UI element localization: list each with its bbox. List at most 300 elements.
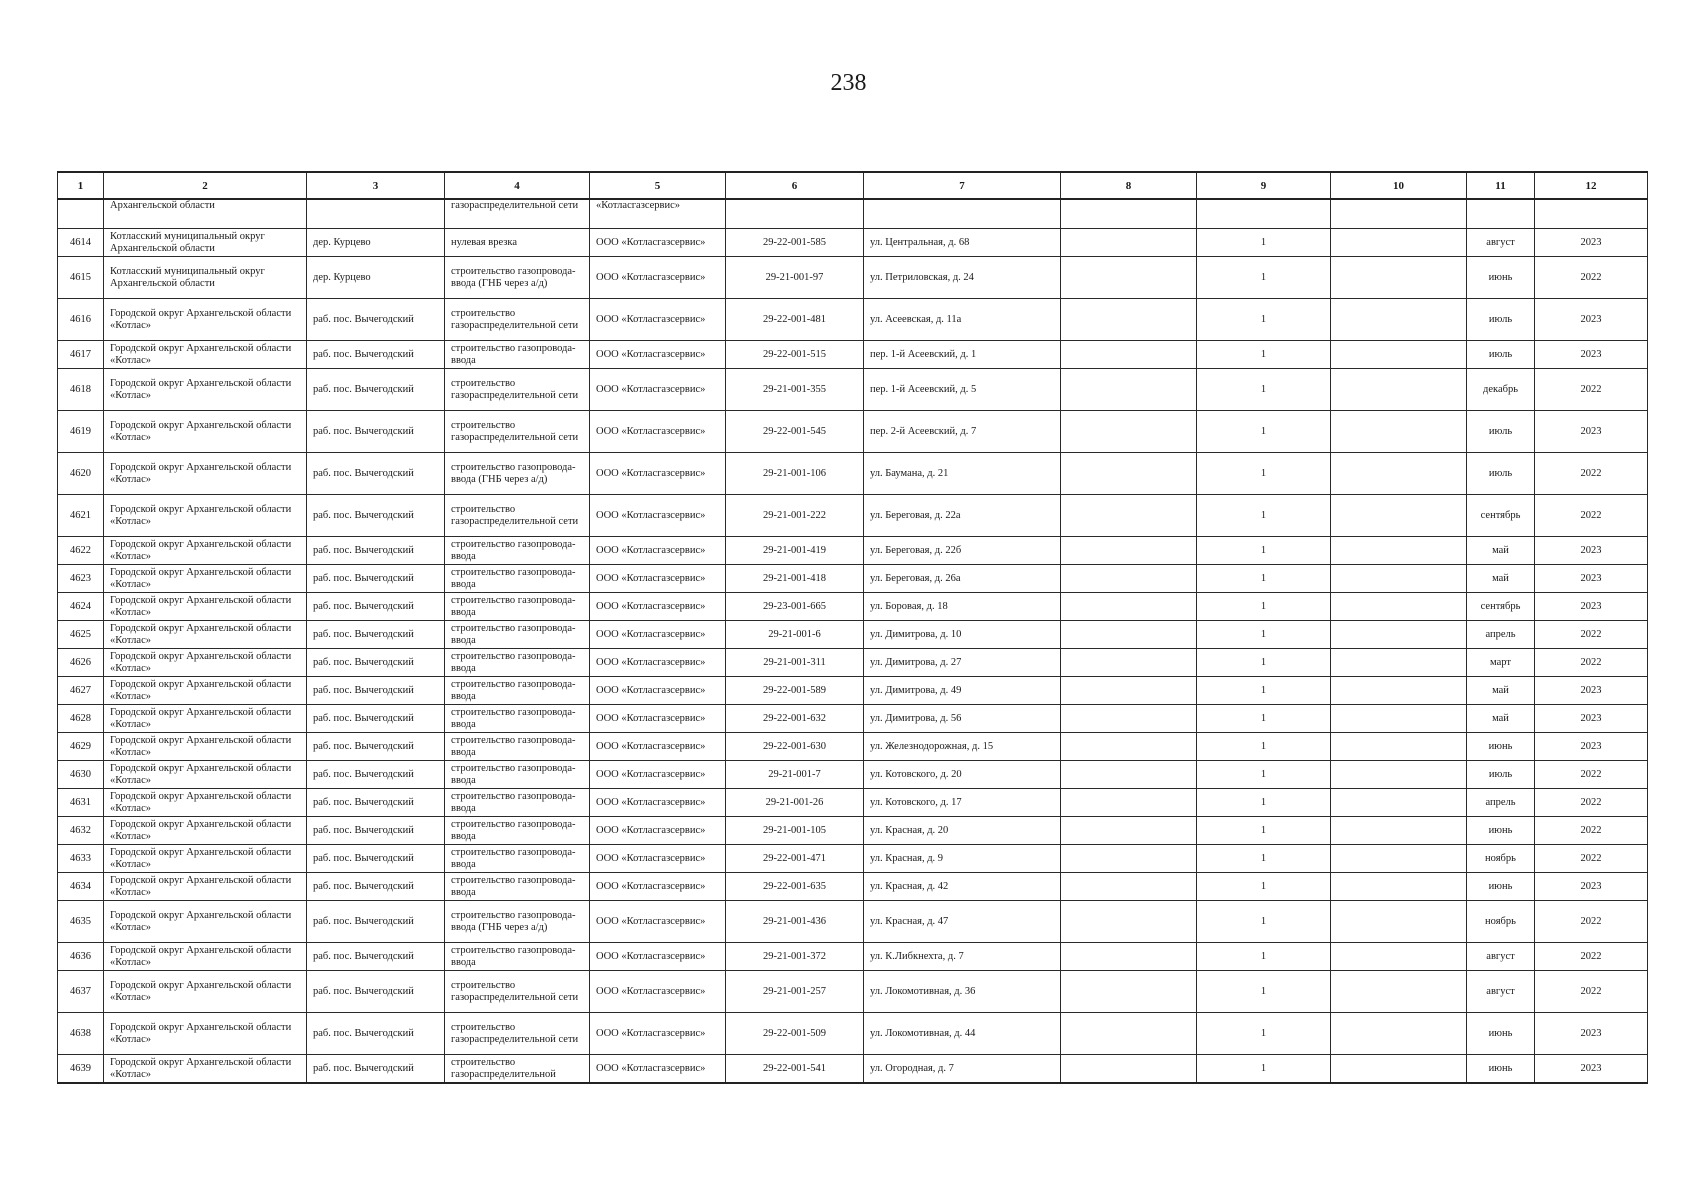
cell-organization: ООО «Котласгазсервис» xyxy=(590,229,726,257)
cell-organization: ООО «Котласгазсервис» xyxy=(590,299,726,341)
cell-work-type: строительство газопровода-ввода xyxy=(445,341,590,369)
cell-object-code: 29-21-001-6 xyxy=(726,621,864,649)
cell-col10 xyxy=(1331,299,1467,341)
cell-object-code: 29-21-001-418 xyxy=(726,565,864,593)
cell-col8 xyxy=(1061,817,1197,845)
cell-col8 xyxy=(1061,1055,1197,1084)
cell-work-type: строительство газопровода-ввода xyxy=(445,593,590,621)
cell-month xyxy=(1467,199,1535,229)
cell-locality: раб. пос. Вычегодский xyxy=(307,1013,445,1055)
table-row xyxy=(58,593,1648,621)
cell-year: 2023 xyxy=(1535,229,1648,257)
cell-number: 4615 xyxy=(58,257,104,299)
cell-year: 2023 xyxy=(1535,299,1648,341)
cell-municipality: Городской округ Архангельской области «Котлас» xyxy=(104,593,307,621)
cell-col9: 1 xyxy=(1197,537,1331,565)
cell-col9: 1 xyxy=(1197,761,1331,789)
cell-municipality: Городской округ Архангельской области «Котлас» xyxy=(104,901,307,943)
column-header: 12 xyxy=(1535,172,1648,199)
cell-col9: 1 xyxy=(1197,495,1331,537)
column-header: 1 xyxy=(58,172,104,199)
cell-month: ноябрь xyxy=(1467,845,1535,873)
cell-col9: 1 xyxy=(1197,341,1331,369)
cell-locality: раб. пос. Вычегодский xyxy=(307,411,445,453)
table-row xyxy=(58,299,1648,341)
table-row xyxy=(58,873,1648,901)
cell-col9: 1 xyxy=(1197,901,1331,943)
cell-object-code: 29-21-001-257 xyxy=(726,971,864,1013)
cell-locality: дер. Курцево xyxy=(307,257,445,299)
column-header: 5 xyxy=(590,172,726,199)
cell-number: 4633 xyxy=(58,845,104,873)
cell-month: август xyxy=(1467,971,1535,1013)
cell-col10 xyxy=(1331,621,1467,649)
page-number: 238 xyxy=(830,70,867,96)
table-row xyxy=(58,537,1648,565)
table-row xyxy=(58,901,1648,943)
cell-work-type: строительство газораспределительной сети xyxy=(445,369,590,411)
cell-number: 4628 xyxy=(58,705,104,733)
cell-locality: раб. пос. Вычегодский xyxy=(307,761,445,789)
cell-month: декабрь xyxy=(1467,369,1535,411)
column-header: 8 xyxy=(1061,172,1197,199)
cell-month: июль xyxy=(1467,299,1535,341)
cell-col8 xyxy=(1061,411,1197,453)
cell-locality: раб. пос. Вычегодский xyxy=(307,1055,445,1084)
cell-municipality: Городской округ Архангельской области «Котлас» xyxy=(104,943,307,971)
cell-col8 xyxy=(1061,649,1197,677)
cell-municipality: Городской округ Архангельской области «Котлас» xyxy=(104,1013,307,1055)
cell-address: ул. Береговая, д. 26а xyxy=(864,565,1061,593)
cell-col9: 1 xyxy=(1197,817,1331,845)
cell-address: ул. Боровая, д. 18 xyxy=(864,593,1061,621)
cell-month: сентябрь xyxy=(1467,495,1535,537)
cell-col8 xyxy=(1061,299,1197,341)
column-header: 10 xyxy=(1331,172,1467,199)
cell-col10 xyxy=(1331,971,1467,1013)
cell-address: ул. Локомотивная, д. 36 xyxy=(864,971,1061,1013)
cell-year: 2023 xyxy=(1535,593,1648,621)
cell-month: июль xyxy=(1467,761,1535,789)
cell-work-type: строительство газораспределительной сети xyxy=(445,1013,590,1055)
cell-month: май xyxy=(1467,537,1535,565)
cell-year: 2022 xyxy=(1535,621,1648,649)
cell-organization: ООО «Котласгазсервис» xyxy=(590,495,726,537)
table-row xyxy=(58,369,1648,411)
cell-locality: раб. пос. Вычегодский xyxy=(307,971,445,1013)
cell-month: июнь xyxy=(1467,1013,1535,1055)
cell-locality: раб. пос. Вычегодский xyxy=(307,789,445,817)
cell-object-code: 29-22-001-481 xyxy=(726,299,864,341)
cell-organization: ООО «Котласгазсервис» xyxy=(590,971,726,1013)
column-header: 9 xyxy=(1197,172,1331,199)
cell-col10 xyxy=(1331,649,1467,677)
cell-month: июнь xyxy=(1467,817,1535,845)
cell-work-type: строительство газораспределительной сети xyxy=(445,495,590,537)
cell-municipality: Городской округ Архангельской области «Котлас» xyxy=(104,299,307,341)
cell-col9: 1 xyxy=(1197,649,1331,677)
cell-organization: ООО «Котласгазсервис» xyxy=(590,677,726,705)
cell-col10 xyxy=(1331,789,1467,817)
cell-number: 4630 xyxy=(58,761,104,789)
cell-col10 xyxy=(1331,761,1467,789)
cell-locality: раб. пос. Вычегодский xyxy=(307,705,445,733)
cell-col8 xyxy=(1061,943,1197,971)
cell-address: пер. 1-й Асеевский, д. 5 xyxy=(864,369,1061,411)
cell-work-type: строительство газопровода-ввода xyxy=(445,817,590,845)
cell-col8 xyxy=(1061,705,1197,733)
table-row xyxy=(58,1013,1648,1055)
cell-municipality: Городской округ Архангельской области «Котлас» xyxy=(104,971,307,1013)
cell-year: 2023 xyxy=(1535,677,1648,705)
cell-organization: ООО «Котласгазсервис» xyxy=(590,761,726,789)
cell-organization: ООО «Котласгазсервис» xyxy=(590,369,726,411)
cell-organization: ООО «Котласгазсервис» xyxy=(590,411,726,453)
cell-col8 xyxy=(1061,733,1197,761)
cell-col9: 1 xyxy=(1197,453,1331,495)
cell-locality: дер. Курцево xyxy=(307,229,445,257)
cell-number: 4635 xyxy=(58,901,104,943)
cell-number xyxy=(58,199,104,229)
cell-col8 xyxy=(1061,677,1197,705)
cell-locality: раб. пос. Вычегодский xyxy=(307,537,445,565)
cell-number: 4639 xyxy=(58,1055,104,1084)
cell-month: май xyxy=(1467,677,1535,705)
cell-municipality: Городской округ Архангельской области «Котлас» xyxy=(104,1055,307,1084)
cell-municipality: Городской округ Архангельской области «Котлас» xyxy=(104,789,307,817)
cell-col8 xyxy=(1061,845,1197,873)
cell-object-code: 29-22-001-509 xyxy=(726,1013,864,1055)
cell-municipality: Городской округ Архангельской области «Котлас» xyxy=(104,565,307,593)
cell-work-type: строительство газопровода-ввода xyxy=(445,845,590,873)
cell-object-code: 29-21-001-105 xyxy=(726,817,864,845)
cell-locality: раб. пос. Вычегодский xyxy=(307,873,445,901)
cell-address: ул. Береговая, д. 22б xyxy=(864,537,1061,565)
cell-month: июнь xyxy=(1467,257,1535,299)
cell-col9: 1 xyxy=(1197,1013,1331,1055)
cell-locality: раб. пос. Вычегодский xyxy=(307,943,445,971)
cell-address: ул. Петриловская, д. 24 xyxy=(864,257,1061,299)
cell-col10 xyxy=(1331,873,1467,901)
cell-work-type: строительство газопровода-ввода xyxy=(445,677,590,705)
cell-col8 xyxy=(1061,761,1197,789)
cell-address: ул. Димитрова, д. 49 xyxy=(864,677,1061,705)
table-row xyxy=(58,789,1648,817)
cell-municipality: Городской округ Архангельской области «Котлас» xyxy=(104,761,307,789)
cell-number: 4636 xyxy=(58,943,104,971)
cell-col9: 1 xyxy=(1197,873,1331,901)
cell-address: ул. Баумана, д. 21 xyxy=(864,453,1061,495)
cell-address: пер. 2-й Асеевский, д. 7 xyxy=(864,411,1061,453)
cell-col8 xyxy=(1061,537,1197,565)
cell-month: апрель xyxy=(1467,789,1535,817)
cell-col9: 1 xyxy=(1197,621,1331,649)
cell-organization: ООО «Котласгазсервис» xyxy=(590,565,726,593)
cell-object-code: 29-22-001-630 xyxy=(726,733,864,761)
cell-organization: ООО «Котласгазсервис» xyxy=(590,817,726,845)
column-header: 4 xyxy=(445,172,590,199)
cell-col9: 1 xyxy=(1197,369,1331,411)
cell-locality: раб. пос. Вычегодский xyxy=(307,453,445,495)
table-row xyxy=(58,411,1648,453)
cell-col8 xyxy=(1061,257,1197,299)
cell-col9: 1 xyxy=(1197,299,1331,341)
cell-month: апрель xyxy=(1467,621,1535,649)
table-row xyxy=(58,1055,1648,1084)
cell-organization: ООО «Котласгазсервис» xyxy=(590,873,726,901)
cell-col10 xyxy=(1331,369,1467,411)
table-body xyxy=(58,199,1648,1083)
cell-col9: 1 xyxy=(1197,733,1331,761)
cell-organization: ООО «Котласгазсервис» xyxy=(590,901,726,943)
column-header: 11 xyxy=(1467,172,1535,199)
cell-month: июнь xyxy=(1467,733,1535,761)
cell-organization: ООО «Котласгазсервис» xyxy=(590,341,726,369)
cell-col8 xyxy=(1061,199,1197,229)
cell-object-code: 29-22-001-541 xyxy=(726,1055,864,1084)
cell-organization: ООО «Котласгазсервис» xyxy=(590,453,726,495)
cell-col9: 1 xyxy=(1197,257,1331,299)
cell-number: 4626 xyxy=(58,649,104,677)
cell-object-code: 29-22-001-632 xyxy=(726,705,864,733)
cell-col10 xyxy=(1331,453,1467,495)
cell-address: ул. Центральная, д. 68 xyxy=(864,229,1061,257)
cell-work-type: строительство газопровода-ввода xyxy=(445,649,590,677)
cell-municipality: Городской округ Архангельской области «Котлас» xyxy=(104,453,307,495)
cell-work-type: строительство газопровода-ввода xyxy=(445,705,590,733)
cell-object-code: 29-22-001-589 xyxy=(726,677,864,705)
cell-col10 xyxy=(1331,199,1467,229)
cell-municipality: Городской округ Архангельской области «Котлас» xyxy=(104,341,307,369)
cell-locality: раб. пос. Вычегодский xyxy=(307,733,445,761)
cell-organization: ООО «Котласгазсервис» xyxy=(590,789,726,817)
cell-col8 xyxy=(1061,1013,1197,1055)
cell-year: 2023 xyxy=(1535,733,1648,761)
cell-number: 4623 xyxy=(58,565,104,593)
cell-year: 2023 xyxy=(1535,411,1648,453)
cell-month: август xyxy=(1467,229,1535,257)
table-row xyxy=(58,199,1648,229)
cell-number: 4629 xyxy=(58,733,104,761)
cell-year: 2022 xyxy=(1535,369,1648,411)
cell-object-code: 29-22-001-635 xyxy=(726,873,864,901)
cell-object-code: 29-23-001-665 xyxy=(726,593,864,621)
column-header: 7 xyxy=(864,172,1061,199)
cell-col10 xyxy=(1331,705,1467,733)
header-row xyxy=(58,172,1648,199)
cell-object-code: 29-22-001-585 xyxy=(726,229,864,257)
cell-year: 2023 xyxy=(1535,873,1648,901)
cell-year: 2023 xyxy=(1535,705,1648,733)
cell-number: 4622 xyxy=(58,537,104,565)
cell-address: ул. Асеевская, д. 11а xyxy=(864,299,1061,341)
table-row xyxy=(58,453,1648,495)
table-row xyxy=(58,341,1648,369)
cell-municipality: Котласский муниципальный округ Архангельской области xyxy=(104,229,307,257)
cell-municipality: Городской округ Архангельской области «Котлас» xyxy=(104,677,307,705)
cell-work-type: строительство газопровода-ввода xyxy=(445,537,590,565)
cell-address: ул. Котовского, д. 20 xyxy=(864,761,1061,789)
cell-number: 4638 xyxy=(58,1013,104,1055)
cell-number: 4624 xyxy=(58,593,104,621)
cell-col8 xyxy=(1061,453,1197,495)
cell-municipality: Городской округ Архангельской области «Котлас» xyxy=(104,649,307,677)
cell-col10 xyxy=(1331,565,1467,593)
cell-locality: раб. пос. Вычегодский xyxy=(307,369,445,411)
cell-address: ул. Димитрова, д. 10 xyxy=(864,621,1061,649)
cell-month: июль xyxy=(1467,341,1535,369)
cell-col9: 1 xyxy=(1197,845,1331,873)
cell-object-code: 29-21-001-372 xyxy=(726,943,864,971)
cell-col10 xyxy=(1331,1013,1467,1055)
cell-col10 xyxy=(1331,1055,1467,1084)
cell-object-code xyxy=(726,199,864,229)
cell-number: 4631 xyxy=(58,789,104,817)
cell-year: 2022 xyxy=(1535,789,1648,817)
cell-municipality: Котласский муниципальный округ Архангельской области xyxy=(104,257,307,299)
cell-month: март xyxy=(1467,649,1535,677)
cell-organization: ООО «Котласгазсервис» xyxy=(590,845,726,873)
cell-col9: 1 xyxy=(1197,705,1331,733)
cell-object-code: 29-22-001-471 xyxy=(726,845,864,873)
cell-locality: раб. пос. Вычегодский xyxy=(307,817,445,845)
cell-year: 2023 xyxy=(1535,341,1648,369)
cell-work-type: строительство газораспределительной сети xyxy=(445,411,590,453)
cell-organization: «Котласгазсервис» xyxy=(590,199,726,229)
cell-work-type: нулевая врезка xyxy=(445,229,590,257)
cell-year: 2023 xyxy=(1535,565,1648,593)
cell-number: 4614 xyxy=(58,229,104,257)
cell-organization: ООО «Котласгазсервис» xyxy=(590,705,726,733)
cell-object-code: 29-21-001-97 xyxy=(726,257,864,299)
cell-number: 4632 xyxy=(58,817,104,845)
cell-number: 4637 xyxy=(58,971,104,1013)
column-header: 2 xyxy=(104,172,307,199)
cell-col9 xyxy=(1197,199,1331,229)
cell-number: 4618 xyxy=(58,369,104,411)
cell-work-type: газораспределительной сети xyxy=(445,199,590,229)
cell-col10 xyxy=(1331,495,1467,537)
cell-col9: 1 xyxy=(1197,971,1331,1013)
table-row xyxy=(58,677,1648,705)
cell-object-code: 29-21-001-7 xyxy=(726,761,864,789)
cell-year: 2022 xyxy=(1535,257,1648,299)
cell-number: 4634 xyxy=(58,873,104,901)
cell-number: 4616 xyxy=(58,299,104,341)
cell-number: 4620 xyxy=(58,453,104,495)
cell-object-code: 29-21-001-106 xyxy=(726,453,864,495)
cell-locality: раб. пос. Вычегодский xyxy=(307,845,445,873)
cell-col10 xyxy=(1331,817,1467,845)
cell-locality: раб. пос. Вычегодский xyxy=(307,341,445,369)
cell-month: ноябрь xyxy=(1467,901,1535,943)
cell-address: ул. К.Либкнехта, д. 7 xyxy=(864,943,1061,971)
cell-col8 xyxy=(1061,621,1197,649)
table-row xyxy=(58,621,1648,649)
cell-address: ул. Димитрова, д. 56 xyxy=(864,705,1061,733)
cell-organization: ООО «Котласгазсервис» xyxy=(590,649,726,677)
cell-address: пер. 1-й Асеевский, д. 1 xyxy=(864,341,1061,369)
cell-col8 xyxy=(1061,971,1197,1013)
cell-col10 xyxy=(1331,229,1467,257)
cell-municipality: Городской округ Архангельской области «Котлас» xyxy=(104,495,307,537)
cell-number: 4621 xyxy=(58,495,104,537)
cell-object-code: 29-21-001-436 xyxy=(726,901,864,943)
cell-address: ул. Красная, д. 20 xyxy=(864,817,1061,845)
cell-address: ул. Красная, д. 9 xyxy=(864,845,1061,873)
cell-organization: ООО «Котласгазсервис» xyxy=(590,257,726,299)
table-row xyxy=(58,257,1648,299)
cell-locality: раб. пос. Вычегодский xyxy=(307,901,445,943)
table-row xyxy=(58,971,1648,1013)
cell-address: ул. Красная, д. 42 xyxy=(864,873,1061,901)
cell-municipality: Архангельской области xyxy=(104,199,307,229)
cell-work-type: строительство газопровода-ввода xyxy=(445,733,590,761)
cell-locality: раб. пос. Вычегодский xyxy=(307,299,445,341)
cell-col8 xyxy=(1061,789,1197,817)
cell-locality xyxy=(307,199,445,229)
cell-number: 4619 xyxy=(58,411,104,453)
cell-col9: 1 xyxy=(1197,789,1331,817)
table-row xyxy=(58,705,1648,733)
cell-number: 4617 xyxy=(58,341,104,369)
cell-organization: ООО «Котласгазсервис» xyxy=(590,1055,726,1084)
cell-col9: 1 xyxy=(1197,229,1331,257)
cell-organization: ООО «Котласгазсервис» xyxy=(590,593,726,621)
cell-work-type: строительство газопровода-ввода (ГНБ через а/д) xyxy=(445,453,590,495)
table-row xyxy=(58,495,1648,537)
cell-year: 2023 xyxy=(1535,1055,1648,1084)
cell-year: 2022 xyxy=(1535,971,1648,1013)
cell-municipality: Городской округ Архангельской области «Котлас» xyxy=(104,621,307,649)
cell-year: 2022 xyxy=(1535,649,1648,677)
cell-month: август xyxy=(1467,943,1535,971)
cell-col10 xyxy=(1331,943,1467,971)
cell-month: сентябрь xyxy=(1467,593,1535,621)
cell-locality: раб. пос. Вычегодский xyxy=(307,565,445,593)
table-row xyxy=(58,761,1648,789)
cell-work-type: строительство газопровода-ввода xyxy=(445,873,590,901)
cell-address: ул. Локомотивная, д. 44 xyxy=(864,1013,1061,1055)
cell-col9: 1 xyxy=(1197,593,1331,621)
cell-col8 xyxy=(1061,495,1197,537)
cell-col10 xyxy=(1331,257,1467,299)
cell-col9: 1 xyxy=(1197,411,1331,453)
cell-organization: ООО «Котласгазсервис» xyxy=(590,733,726,761)
cell-col8 xyxy=(1061,901,1197,943)
cell-month: май xyxy=(1467,565,1535,593)
cell-col8 xyxy=(1061,341,1197,369)
cell-col10 xyxy=(1331,677,1467,705)
cell-object-code: 29-22-001-515 xyxy=(726,341,864,369)
cell-col9: 1 xyxy=(1197,565,1331,593)
cell-month: июнь xyxy=(1467,873,1535,901)
cell-organization: ООО «Котласгазсервис» xyxy=(590,537,726,565)
cell-address: ул. Котовского, д. 17 xyxy=(864,789,1061,817)
cell-work-type: строительство газопровода-ввода (ГНБ через а/д) xyxy=(445,257,590,299)
cell-locality: раб. пос. Вычегодский xyxy=(307,495,445,537)
cell-col8 xyxy=(1061,369,1197,411)
cell-work-type: строительство газопровода-ввода xyxy=(445,789,590,817)
cell-locality: раб. пос. Вычегодский xyxy=(307,593,445,621)
cell-work-type: строительство газопровода-ввода xyxy=(445,943,590,971)
cell-municipality: Городской округ Архангельской области «Котлас» xyxy=(104,817,307,845)
cell-object-code: 29-21-001-26 xyxy=(726,789,864,817)
cell-col10 xyxy=(1331,341,1467,369)
cell-object-code: 29-21-001-311 xyxy=(726,649,864,677)
table-row xyxy=(58,845,1648,873)
cell-col8 xyxy=(1061,593,1197,621)
